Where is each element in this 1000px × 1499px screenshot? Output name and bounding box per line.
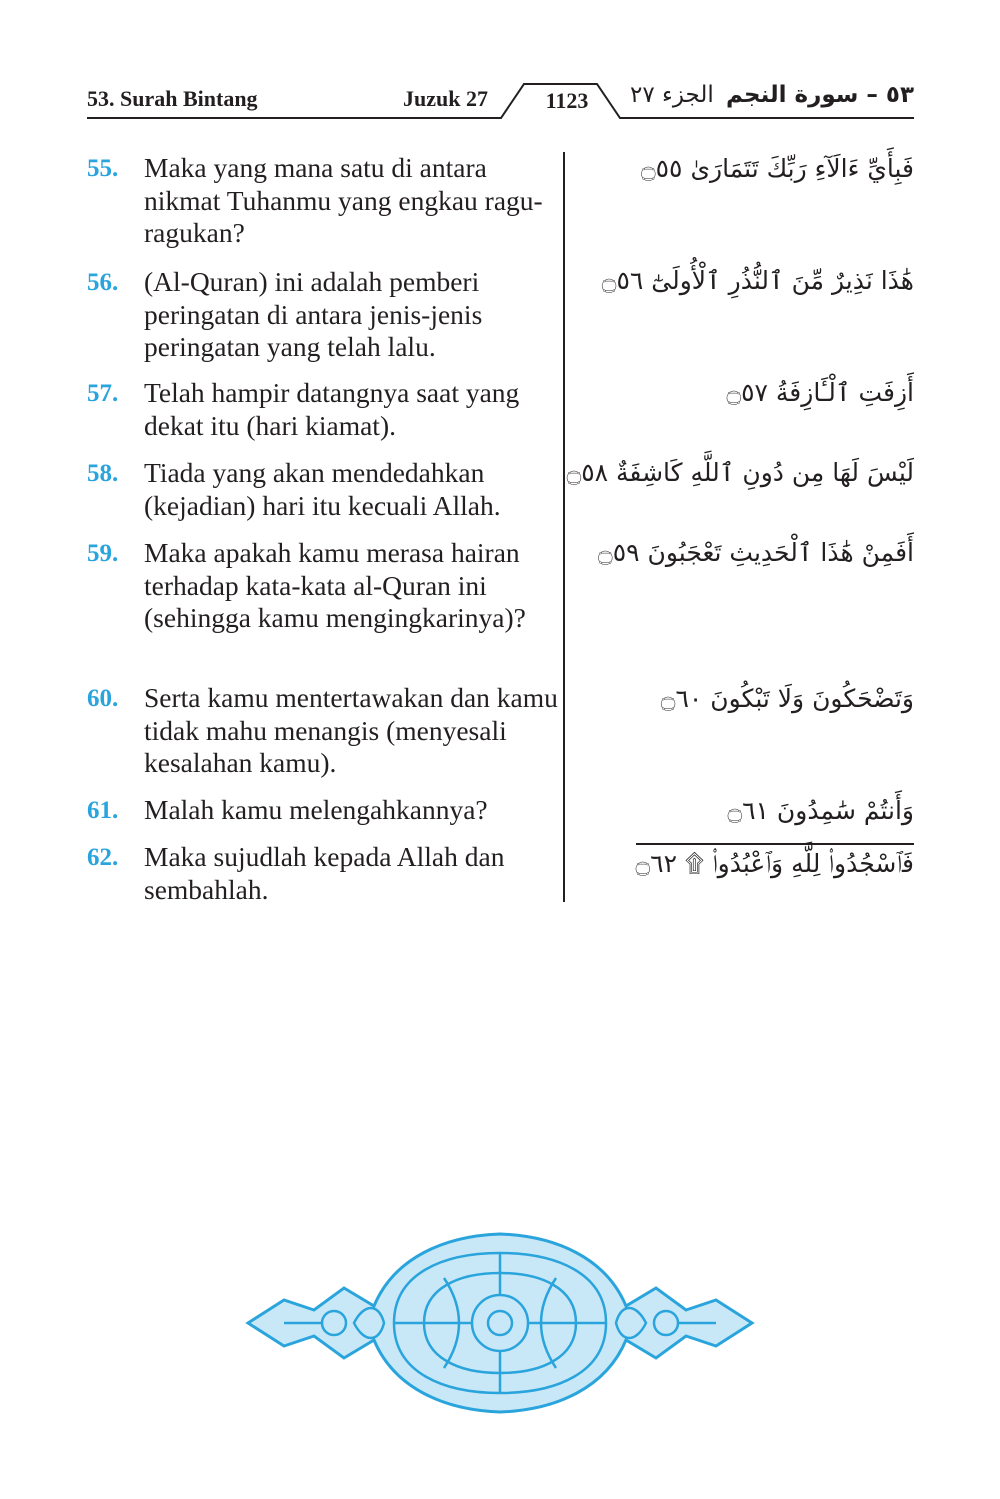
verse-number: 59. [87,540,119,567]
page-header [87,80,914,120]
verse-number: 60. [87,685,119,712]
verse-number: 62. [87,844,119,871]
verse-translation: Maka apakah kamu merasa hairan terhadap kata-kata al-Quran ini (sehingga kamu mengingkarinya)? [144,537,526,633]
arabic-verse-60: وَتَضْحَكُونَ وَلَا تَبْكُونَ ۝٦٠ [660,684,914,713]
verse-number: 57. [87,380,119,407]
arabic-verse-59: أَفَمِنْ هَٰذَا ٱلْحَدِيثِ تَعْجَبُونَ ۝٥٩ [598,538,914,567]
arabic-verse-57: أَزِفَتِ ٱلْـَٔازِفَةُ ۝٥٧ [726,378,914,407]
arabic-verse-55: فَبِأَيِّ ءَالَآءِ رَبِّكَ تَتَمَارَىٰ ۝٥٥ [640,154,914,183]
arabic-verse-58: لَيْسَ لَهَا مِن دُونِ ٱللَّهِ كَاشِفَةٌ ۝٥٨ [566,458,914,487]
juz-label-arabic: الجزء ٢٧ [630,82,714,108]
page-number: 1123 [545,88,589,113]
juz-label-latin: Juzuk 27 [403,86,488,111]
verse-number: 58. [87,460,119,487]
verse-number: 61. [87,797,119,824]
verse-translation: Tiada yang akan mendedahkan (kejadian) hari itu kecuali Allah. [144,457,501,521]
verse-translation: Telah hampir datangnya saat yang dekat itu (hari kiamat). [144,377,520,441]
verse-translation: Serta kamu mentertawakan dan kamu tidak mahu menangis (menyesali kesalahan kamu). [144,682,558,778]
surah-title-arabic: ٥٣ – سورة النجم [726,82,914,108]
verse-number: 56. [87,269,119,296]
arabic-verse-62: فَٱسْجُدُوا۟ لِلَّهِ وَٱعْبُدُوا۟ ۩ ۝٦٢ [636,843,914,881]
verse-translation: (Al-Quran) ini adalah pemberi peringatan di antara jenis-jenis peringatan yang telah lalu. [144,266,483,362]
floral-ornament [244,1218,756,1428]
surah-title-latin: 53. Surah Bintang [87,86,258,111]
verse-translation: Maka sujudlah kepada Allah dan sembahlah. [144,841,505,905]
arabic-verse-61: وَأَنتُمْ سَٰمِدُونَ ۝٦١ [727,796,914,825]
verse-number: 55. [87,155,119,182]
arabic-verse-56: هَٰذَا نَذِيرٌ مِّنَ ٱلنُّذُرِ ٱلْأُولَىٰٓ ۝٥٦ [601,266,914,295]
verse-translation: Malah kamu melengahkannya? [144,794,488,825]
column-divider [563,152,565,902]
verse-translation: Maka yang mana satu di antara nikmat Tuhanmu yang engkau ragu-ragukan? [144,152,543,248]
